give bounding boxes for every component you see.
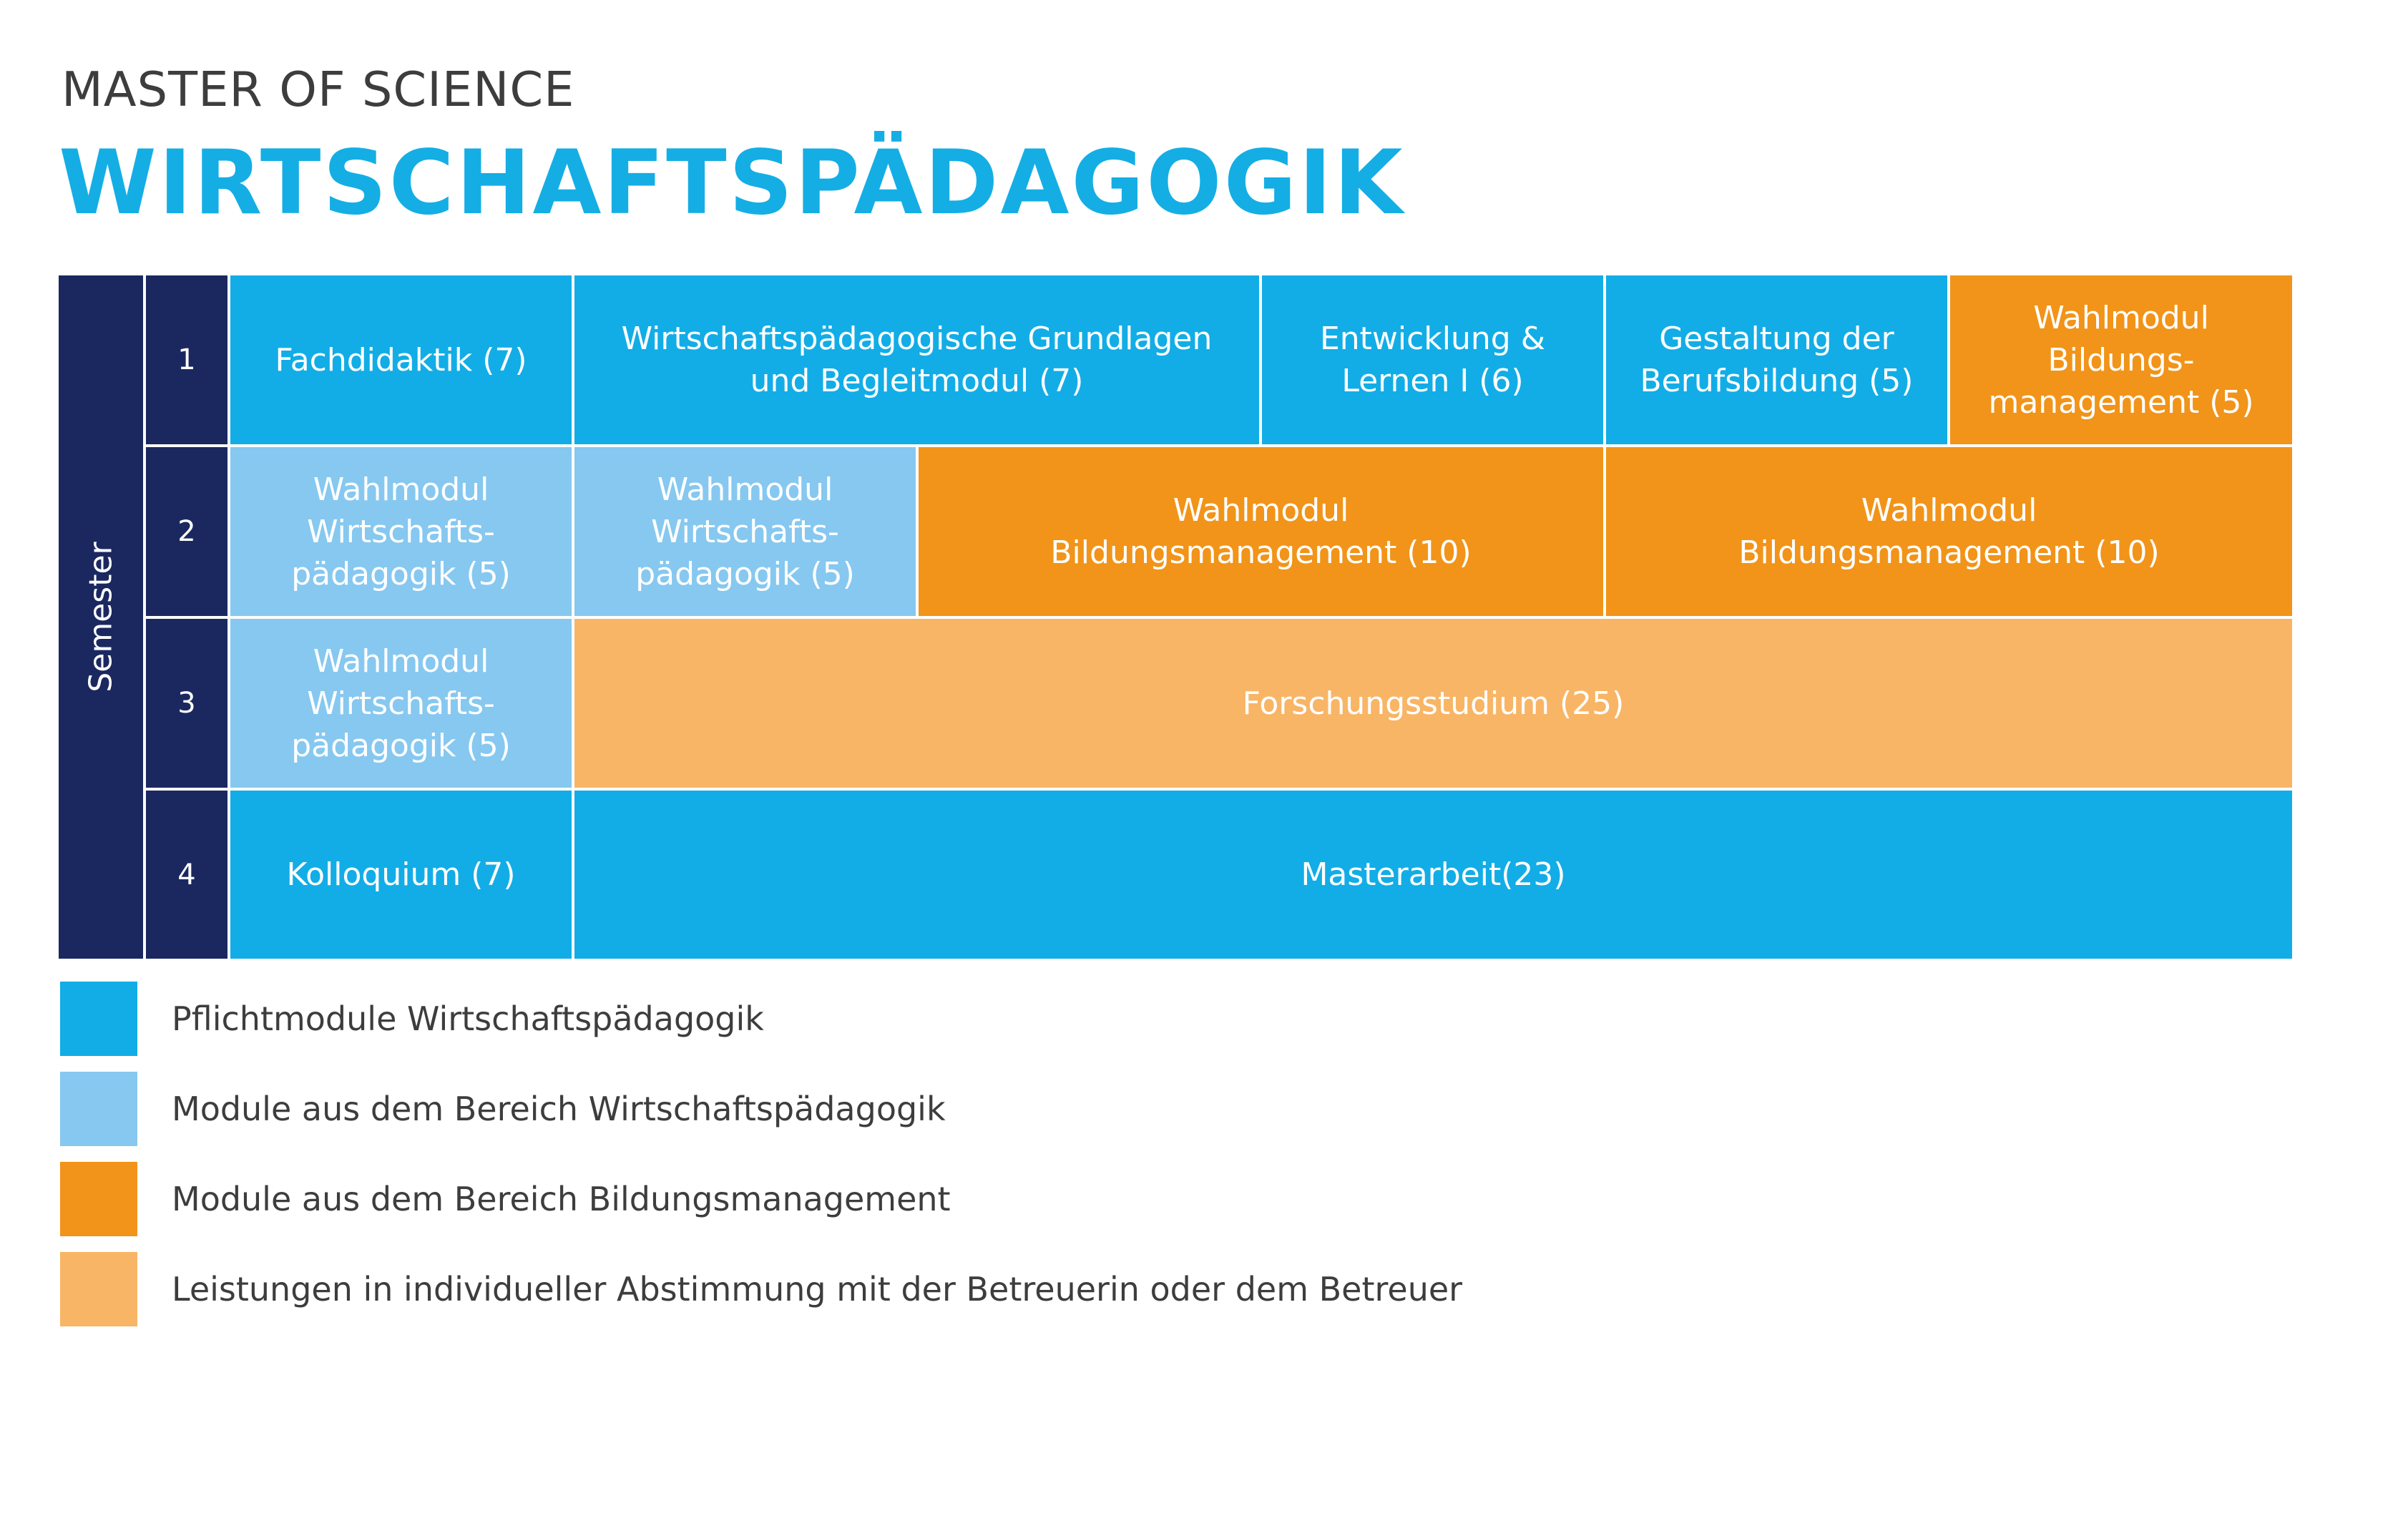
- module-wahl-bildungsmanagement-10-b: Wahlmodul Bildungsmanagement (10): [1606, 447, 2292, 616]
- module-kolloquium: Kolloquium (7): [230, 791, 572, 959]
- module-fachdidaktik: Fachdidaktik (7): [230, 275, 572, 444]
- module-gestaltung-berufsbildung: Gestaltung der Berufsbildung (5): [1606, 275, 1947, 444]
- legend-swatch-bildungsmanagement: [60, 1162, 137, 1236]
- legend-swatch-wirtschaftspaedagogik: [60, 1072, 137, 1146]
- module-wahl-bildungsmanagement-10-a: Wahlmodul Bildungsmanagement (10): [919, 447, 1603, 616]
- legend-label-individuell: Leistungen in individueller Abstimmung mit der Betreuerin oder dem Betreuer: [172, 1270, 1463, 1309]
- module-masterarbeit: Masterarbeit(23): [574, 791, 2292, 959]
- module-wahl-bildungsmanagement-5: Wahlmodul Bildungs- management (5): [1950, 275, 2292, 444]
- module-wahl-wirtschaftspaedagogik-c: Wahlmodul Wirtschafts- pädagogik (5): [230, 619, 572, 788]
- legend-label-wirtschaftspaedagogik: Module aus dem Bereich Wirtschaftspädagogik: [172, 1090, 946, 1128]
- legend-swatch-pflicht: [60, 982, 137, 1056]
- module-forschungsstudium: Forschungsstudium (25): [574, 619, 2292, 788]
- module-wahl-wirtschaftspaedagogik-a: Wahlmodul Wirtschafts- pädagogik (5): [230, 447, 572, 616]
- semester-label-wrap: [59, 275, 143, 959]
- semester-label: Semester: [82, 542, 119, 693]
- module-entwicklung-lernen: Entwicklung & Lernen I (6): [1262, 275, 1603, 444]
- legend-label-bildungsmanagement: Module aus dem Bereich Bildungsmanagement: [172, 1180, 951, 1218]
- subtitle: MASTER OF SCIENCE: [62, 62, 575, 117]
- module-grundlagen-begleitmodul: Wirtschaftspädagogische Grundlagen und Begleitmodul (7): [574, 275, 1259, 444]
- row-number-4: 4: [146, 791, 227, 959]
- legend-label-pflicht: Pflichtmodule Wirtschaftspädagogik: [172, 999, 764, 1038]
- module-wahl-wirtschaftspaedagogik-b: Wahlmodul Wirtschafts- pädagogik (5): [574, 447, 916, 616]
- legend-swatch-individuell: [60, 1252, 137, 1326]
- row-number-1: 1: [146, 275, 227, 444]
- row-number-3: 3: [146, 619, 227, 788]
- page-title: WIRTSCHAFTSPÄDAGOGIK: [59, 132, 1405, 235]
- row-number-2: 2: [146, 447, 227, 616]
